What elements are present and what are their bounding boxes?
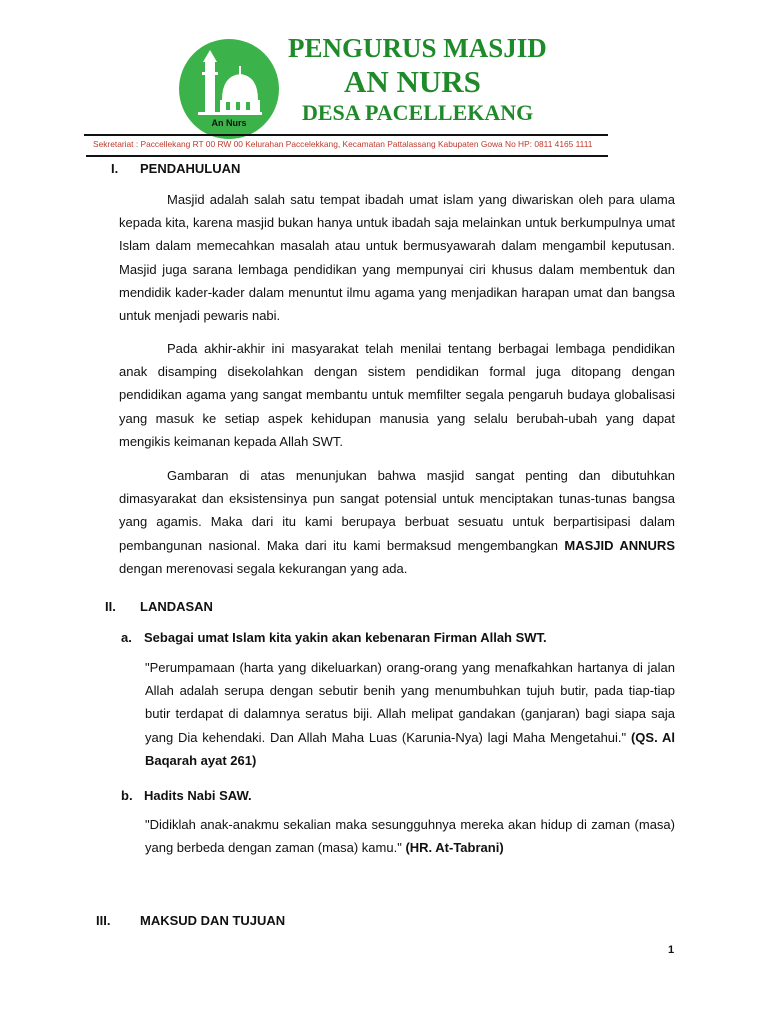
- section-title: PENDAHULUAN: [140, 161, 241, 176]
- quran-quote: [145, 656, 675, 772]
- org-title-line1: PENGURUS MASJID: [288, 33, 547, 63]
- subsection-letter: a.: [121, 630, 132, 645]
- section-number: II.: [105, 599, 116, 614]
- org-title-line3: DESA PACELLEKANG: [302, 100, 534, 125]
- page-number: 1: [668, 944, 675, 956]
- section-number: I.: [111, 161, 119, 176]
- subsection-title: Hadits Nabi SAW.: [144, 788, 252, 803]
- quote-text: "Didiklah anak-anakmu sekalian maka sesungguhnya mereka akan hidup di zaman (masa) yang berbeda dengan zaman (masa) kamu.": [145, 817, 675, 856]
- subsection-title: Sebagai umat Islam kita yakin akan kebenaran Firman Allah SWT.: [144, 630, 547, 645]
- header-rule-bottom: [86, 155, 608, 157]
- intro-paragraph-1: Masjid adalah salah satu tempat ibadah umat islam yang diwariskan oleh para ulama kepada kita, karena masjid bukan hanya untuk ibadah saja melainkan untuk berkumpulnya umat Islam dalam memecahkan masalah atau untuk bermusyawarah dalam mengambil keputusan. Masjid juga sarana lembaga pendidikan yang mempunyai ciri khusus dalam membentuk dan mendidik kader-kader dalam menuntut ilmu agama yang menjadikan harapan umat dan bangsa untuk menjadi pewaris nabi.: [119, 192, 675, 324]
- quote-source: (HR. At-Tabrani): [405, 840, 504, 856]
- header-rule-top: [84, 134, 608, 136]
- intro-paragraph-2: Pada akhir-akhir ini masyarakat telah menilai tentang berbagai lembaga pendidikan anak disamping disekolahkan dengan sistem pendidikan formal juga ditopang dengan pendidikan agama yang sangat membantu untuk memfilter segala pengaruh budaya globalisasi yang masuk ke setiap aspek kehidupan manusia yang selalu berubah-ubah yang dapat mengikis keimanan kepada Allah SWT.: [119, 341, 675, 449]
- quote-source: (QS. Al Baqarah ayat 261): [145, 729, 675, 768]
- subsection-b: [121, 788, 252, 803]
- logo-text: An Nurs: [211, 118, 247, 128]
- org-title-line2: AN NURS: [344, 64, 481, 99]
- mosque-name: MASJID ANNURS: [564, 537, 675, 553]
- hadith-quote: [145, 813, 675, 859]
- intro-paragraph-3: [119, 464, 675, 580]
- subsection-a: [121, 630, 547, 645]
- section-title: MAKSUD DAN TUJUAN: [140, 913, 286, 928]
- quote-text: "Perumpamaan (harta yang dikeluarkan) orang-orang yang menafkahkan hartanya di jalan Allah adalah serupa dengan sebutir benih yang menumbuhkan tujuh butir, pada tiap-tiap butir terdapat di dalamnya seratus biji. Allah melipat gandakan (ganjaran) bagi siapa saja yang Dia kehendaki. Dan Allah Maha Luas (Karunia-Nya) lagi Maha Mengetahui.": [145, 660, 675, 745]
- secretariat-address: Sekretariat : Paccellekang RT 00 RW 00 Kelurahan Paccelekkang, Kecamatan Pattalassang Kabupaten Gowa No HP: 0811 4165 1111: [93, 139, 593, 149]
- mosque-logo: [178, 38, 280, 140]
- paragraph-text: dengan merenovasi segala kekurangan yang ada.: [119, 560, 408, 576]
- section-title: LANDASAN: [140, 599, 213, 614]
- section-number: III.: [96, 913, 111, 928]
- paragraph-text: Gambaran di atas menunjukan bahwa masjid sangat penting dan dibutuhkan dimasyarakat dan eksistensinya pun sangat potensial untuk menciptakan tunas-tunas bangsa yang agamis. Maka dari itu kami berupaya berbuat sesuatu untuk berpartisipasi dalam pembangunan nasional. Maka dari itu kami bermaksud mengembangkan: [119, 468, 675, 553]
- subsection-letter: b.: [121, 788, 133, 803]
